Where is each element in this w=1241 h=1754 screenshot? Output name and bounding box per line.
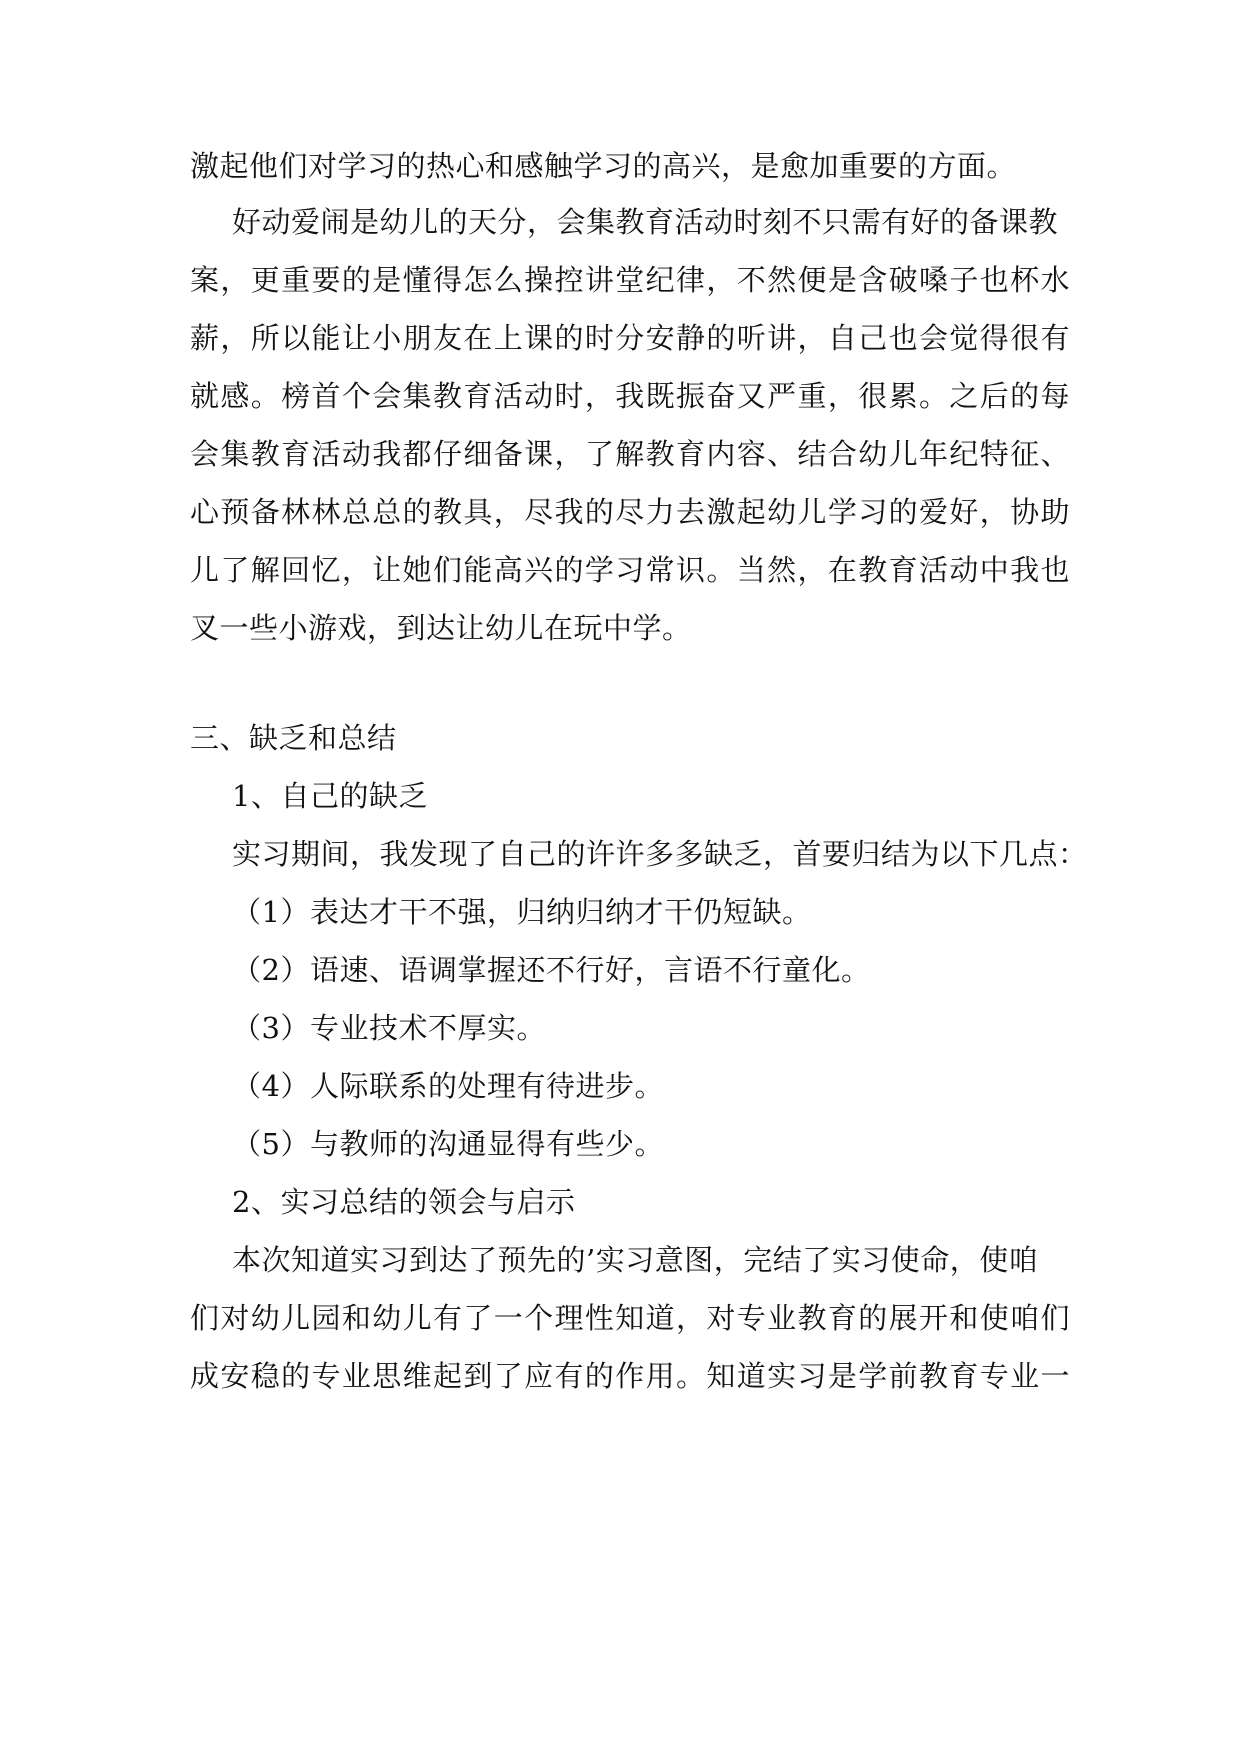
section-heading: 三、缺乏和总结 [190,721,397,755]
paragraph-line: 本次知道实习到达了预先的’实习意图，完结了实习使命，使咱 [232,1243,1039,1277]
subsection-heading: 2、实习总结的领会与启示 [232,1185,576,1219]
list-item: （4）人际联系的处理有待进步。 [232,1069,664,1103]
paragraph-line: 实习期间，我发现了自己的许许多多缺乏，首要归结为以下几点： [232,837,1088,871]
paragraph-line: 就感。榜首个会集教育活动时，我既振奋又严重，很累。之后的每 [190,379,1070,413]
list-item: （2）语速、语调掌握还不行好，言语不行童化。 [232,953,871,987]
list-item: （1）表达才干不强，归纳归纳才干仍短缺。 [232,895,812,929]
list-item: （3）专业技术不厚实。 [232,1011,546,1045]
subsection-heading: 1、自己的缺乏 [232,779,428,813]
paragraph-line: 会集教育活动我都仔细备课，了解教育内容、结合幼儿年纪特征、 [190,437,1070,471]
paragraph-line: 叉一些小游戏，到达让幼儿在玩中学。 [190,611,692,645]
paragraph-line: 案，更重要的是懂得怎么操控讲堂纪律，不然便是含破嗓子也杯水 [190,263,1070,297]
list-item: （5）与教师的沟通显得有些少。 [232,1127,664,1161]
paragraph-line: 心预备林林总总的教具，尽我的尽力去激起幼儿学习的爱好，协助 [190,495,1070,529]
paragraph-line: 激起他们对学习的热心和感触学习的高兴，是愈加重要的方面。 [190,149,1017,183]
paragraph-line: 成安稳的专业思维起到了应有的作用。知道实习是学前教育专业一 [190,1359,1070,1393]
paragraph-line: 们对幼儿园和幼儿有了一个理性知道，对专业教育的展开和使咱们 [190,1301,1070,1335]
paragraph-line: 好动爱闹是幼儿的天分，会集教育活动时刻不只需有好的备课教 [232,205,1059,239]
paragraph-line: 薪，所以能让小朋友在上课的时分安静的听讲，自己也会觉得很有 [190,321,1070,355]
paragraph-line: 儿了解回忆，让她们能高兴的学习常识。当然，在教育活动中我也 [190,553,1070,587]
